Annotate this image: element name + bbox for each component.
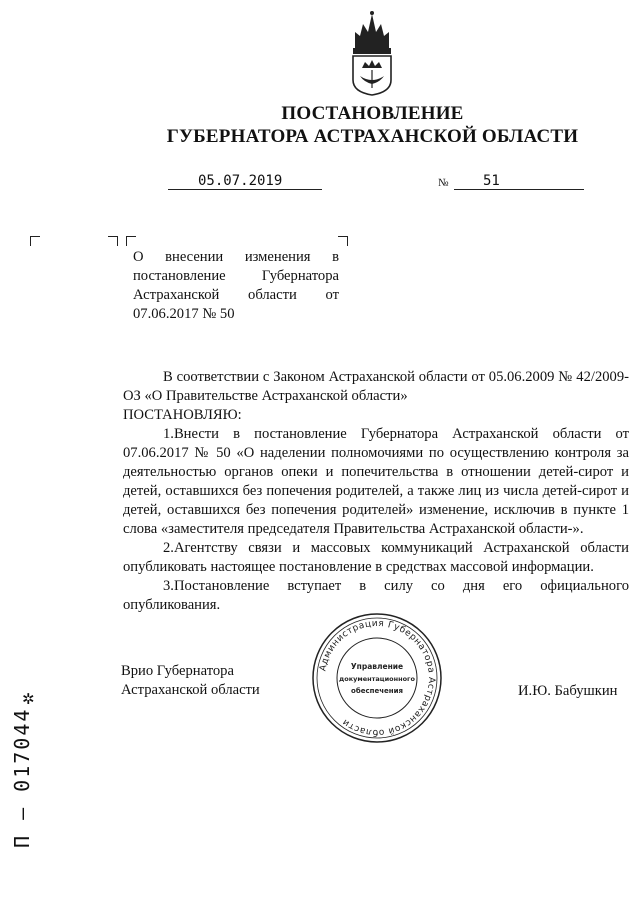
seal-outer-text: Администрация Губернатора Астраханской области xyxy=(318,618,437,738)
date-underline xyxy=(168,189,322,190)
form-serial-number: П – 017044 xyxy=(10,707,34,848)
signer-position-line2: Астраханской области xyxy=(121,682,260,698)
clause-1: 1.Внести в постановление Губернатора Астраханской области от 07.06.2017 № 50 «О наделении полномочиями по осуществлению контроля за деятельностью органов опеки и попечительства в отношении детей-сирот и детей, оставшихся без попечения родителей, а также лиц из числа детей-сирот и детей, оставшихся без попечения родителей» изменение, исключив в пункте 1 слова «заместителя председателя Правительства Астраханской области-». xyxy=(123,426,629,537)
document-number: 51 xyxy=(483,173,500,189)
clause-2: 2.Агентству связи и массовых коммуникаций Астраханской области опубликовать настоящее постановление в средствах массовой информации. xyxy=(123,540,629,575)
coat-of-arms-icon xyxy=(347,10,397,96)
number-label: № xyxy=(438,177,449,189)
seal-inner-line3: обеспечения xyxy=(351,687,403,695)
corner-mark-mid-left xyxy=(126,236,136,246)
clause-3: 3.Постановление вступает в силу со дня его официального опубликования. xyxy=(123,578,629,613)
corner-mark-mid-right xyxy=(108,236,118,246)
preamble-paragraph: В соответствии с Законом Астраханской области от 05.06.2009 № 42/2009-ОЗ «О Правительстве Астраханской области» xyxy=(123,369,629,404)
document-issuer: ГУБЕРНАТОРА АСТРАХАНСКОЙ ОБЛАСТИ xyxy=(166,126,579,147)
corner-mark-left xyxy=(30,236,40,246)
document-body xyxy=(123,368,629,615)
number-underline xyxy=(454,189,584,190)
flower-ornament-icon: ✲ xyxy=(22,692,35,708)
official-stamp xyxy=(310,611,444,745)
document-title: ПОСТАНОВЛЕНИЕ xyxy=(281,103,464,124)
corner-mark-right xyxy=(338,236,348,246)
signer-position-line1: Врио Губернатора xyxy=(121,663,234,679)
document-date: 05.07.2019 xyxy=(198,173,283,189)
seal-inner-line1: Управление xyxy=(350,662,404,671)
resolve-heading: ПОСТАНОВЛЯЮ: xyxy=(123,407,242,423)
signer-name: И.Ю. Бабушкин xyxy=(518,683,618,699)
signer-position xyxy=(121,662,260,700)
seal-inner-line2: документационного xyxy=(339,675,415,683)
document-subject: О внесении изменения в постановление Губернатора Астраханской области от 07.06.2017 № 50 xyxy=(133,249,339,322)
